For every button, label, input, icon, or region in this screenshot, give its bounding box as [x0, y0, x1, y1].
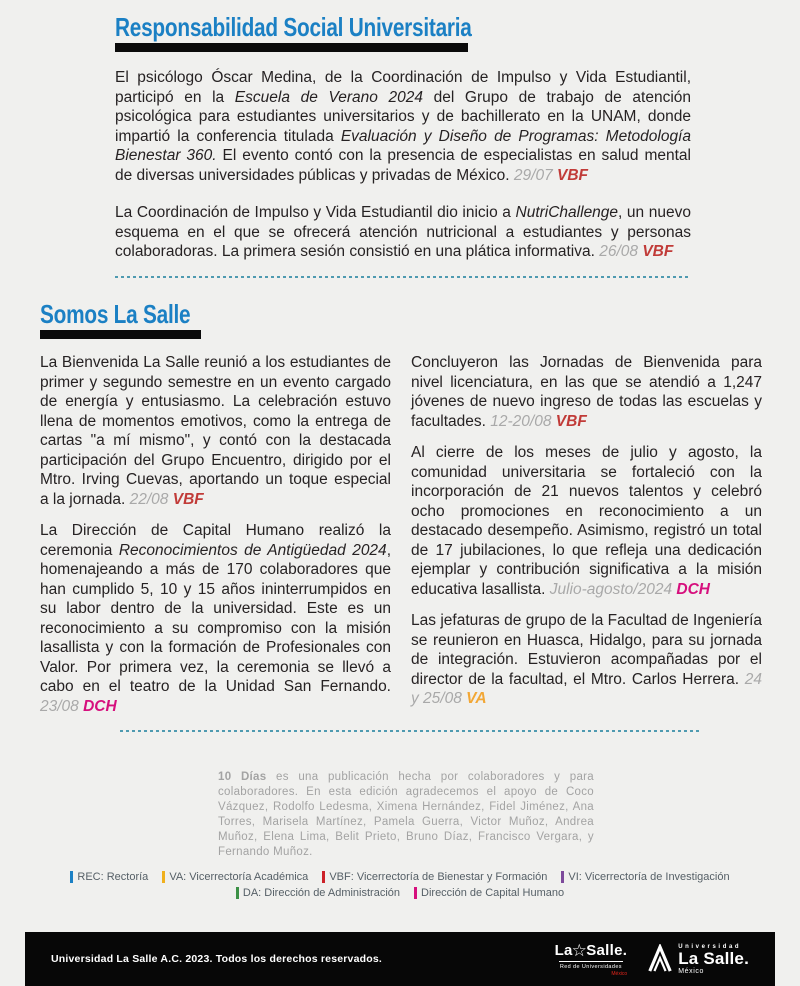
legend-item — [414, 887, 564, 899]
section-title-somos: Somos La Salle — [40, 299, 191, 329]
paragraph: La Coordinación de Impulso y Vida Estudiantil dio inicio a NutriChallenge, un nuevo esquema en el que se ofrecerá atención nutricional a estudiantes y personas colaboradoras. La primera sesión consistió en una plática informativa. 26/08 VBF — [115, 204, 691, 260]
legend-item-label: VA: Vicerrectoría Académica — [169, 871, 309, 883]
department-legend — [0, 869, 800, 901]
legend-item-label: VBF: Vicerrectoría de Bienestar y Formación — [329, 871, 548, 883]
lasalle-emblem-icon — [647, 944, 673, 974]
lasalle-network-wordmark — [555, 942, 628, 959]
star-icon: ☆ — [571, 940, 588, 960]
footer-bar — [25, 932, 775, 986]
legend-item — [322, 871, 547, 883]
legend-item-label: REC: Rectoría — [77, 871, 149, 883]
legend-row — [0, 885, 800, 901]
title-underline-bar — [115, 43, 468, 52]
legend-color-bar — [70, 871, 73, 883]
legend-row — [0, 869, 800, 885]
dashed-divider — [120, 730, 700, 732]
column-right — [411, 353, 762, 716]
paragraph: El psicólogo Óscar Medina, de la Coordinación de Impulso y Vida Estudiantil, participó en la Escuela de Verano 2024 del Grupo de trabajo de atención psicológica para estudiantes universitarios y de bachillerato en la UNAM, donde impartió la conferencia titulada Evaluación y Diseño de Programas: Metodología Bienestar 360. El evento contó con la presencia de especialistas en salud mental de diversas universidades públicas y privadas de México. 29/07 VBF — [115, 69, 692, 184]
credits-text: 10 Días es una publicación hecha por colaboradores y para colaboradores. En esta edición agradecemos el apoyo de Coco Vázquez, Rodolfo Ledesma, Ximena Hernández, Fidel Jiménez, Ana Torres, Marisela Martínez, Pamela Guerra, Victor Muñoz, Andrea Muñoz, Elena Lima, Belit Prieto, Bruno Díaz, Francisco Vergara, y Fernando Muñoz. — [218, 771, 594, 858]
lasalle-network-logo — [555, 942, 628, 977]
wordmark-la-salle: La Salle. — [678, 948, 749, 968]
paragraph: La Bienvenida La Salle reunió a los estudiantes de primer y segundo semestre en un evento cargado de energía y entusiasmo. La celebración estuvo llena de momentos emotivos, como la entrega de cartas "a mí mismo", y contó con la destacada participación del Grupo Encuentro, dirigido por el Mtro. Irving Cuevas, aportando un toque especial a la jornada. 22/08 VBF — [40, 354, 391, 508]
logo-divider-rule — [559, 961, 623, 962]
legend-item — [162, 871, 308, 883]
legend-item-label: DA: Dirección de Administración — [242, 887, 401, 899]
legend-color-bar — [322, 871, 325, 883]
logo-country: México — [611, 970, 628, 977]
section-somos-la-salle — [40, 300, 762, 716]
dashed-divider — [115, 276, 691, 278]
paragraph: Al cierre de los meses de julio y agosto, la comunidad universitaria se fortaleció con la incorporación de 21 nuevos talentos y celebró ocho promociones en reconocimiento a un destacado desempeño. Asimismo, registró un total de 17 jubilaciones, lo que refleja una dedicación ejemplar y contribución significativa a la misión educativa lasallista. Julio-agosto/2024 DCH — [411, 444, 762, 598]
legend-item — [561, 871, 729, 883]
wordmark-la: La — [554, 941, 573, 959]
legend-color-bar — [236, 887, 239, 899]
legend-item — [70, 871, 148, 883]
section-responsabilidad-social — [115, 13, 691, 262]
legend-item-label: VI: Vicerrectoría de Investigación — [568, 871, 730, 883]
two-column-layout — [40, 353, 762, 716]
title-underline-bar — [40, 330, 201, 339]
legend-color-bar — [561, 871, 564, 883]
section-title-responsabilidad: Responsabilidad Social Universitaria — [115, 12, 472, 42]
wordmark-salle: Salle. — [586, 941, 628, 959]
column-left — [40, 353, 391, 716]
paragraph: Las jefaturas de grupo de la Facultad de Ingeniería se reunieron en Huasca, Hidalgo, para su jornada de integración. Estuvieron acompañadas por el director de la facultad, el Mtro. Carlos Herrera. 24 y 25/08 VA — [411, 612, 762, 707]
lasalle-mexico-logo — [647, 944, 749, 975]
legend-color-bar — [162, 871, 165, 883]
copyright-text: Universidad La Salle A.C. 2023. Todos los derechos reservados. — [51, 953, 383, 965]
legend-item-label: Dirección de Capital Humano — [421, 887, 565, 899]
wordmark-mexico: México — [678, 967, 704, 975]
legend-item — [236, 887, 400, 899]
paragraph: Concluyeron las Jornadas de Bienvenida para nivel licenciatura, en las que se atendió a 1,247 jóvenes de nuevo ingreso de todas las escuelas y facultades. 12-20/08 VBF — [411, 354, 762, 430]
paragraph: La Dirección de Capital Humano realizó la ceremonia Reconocimientos de Antigüedad 2024, homenajeando a más de 170 colaboradores que han cumplido 5, 10 y 15 años ininterrumpidos en su labor dentro de la universidad. Este es un reconocimiento a su compromiso con la misión lasallista y con la formación de Profesionales con Valor. Por primera vez, la ceremonia se llevó a cabo en el teatro de la Unidad San Fernando. 23/08 DCH — [40, 522, 391, 715]
wordmark-universidad: Universidad — [678, 943, 742, 950]
footer-logos — [555, 942, 749, 977]
lasalle-mexico-wordmark — [678, 944, 749, 975]
logo-subtitle: Red de Universidades — [559, 963, 622, 970]
legend-color-bar — [414, 887, 417, 899]
